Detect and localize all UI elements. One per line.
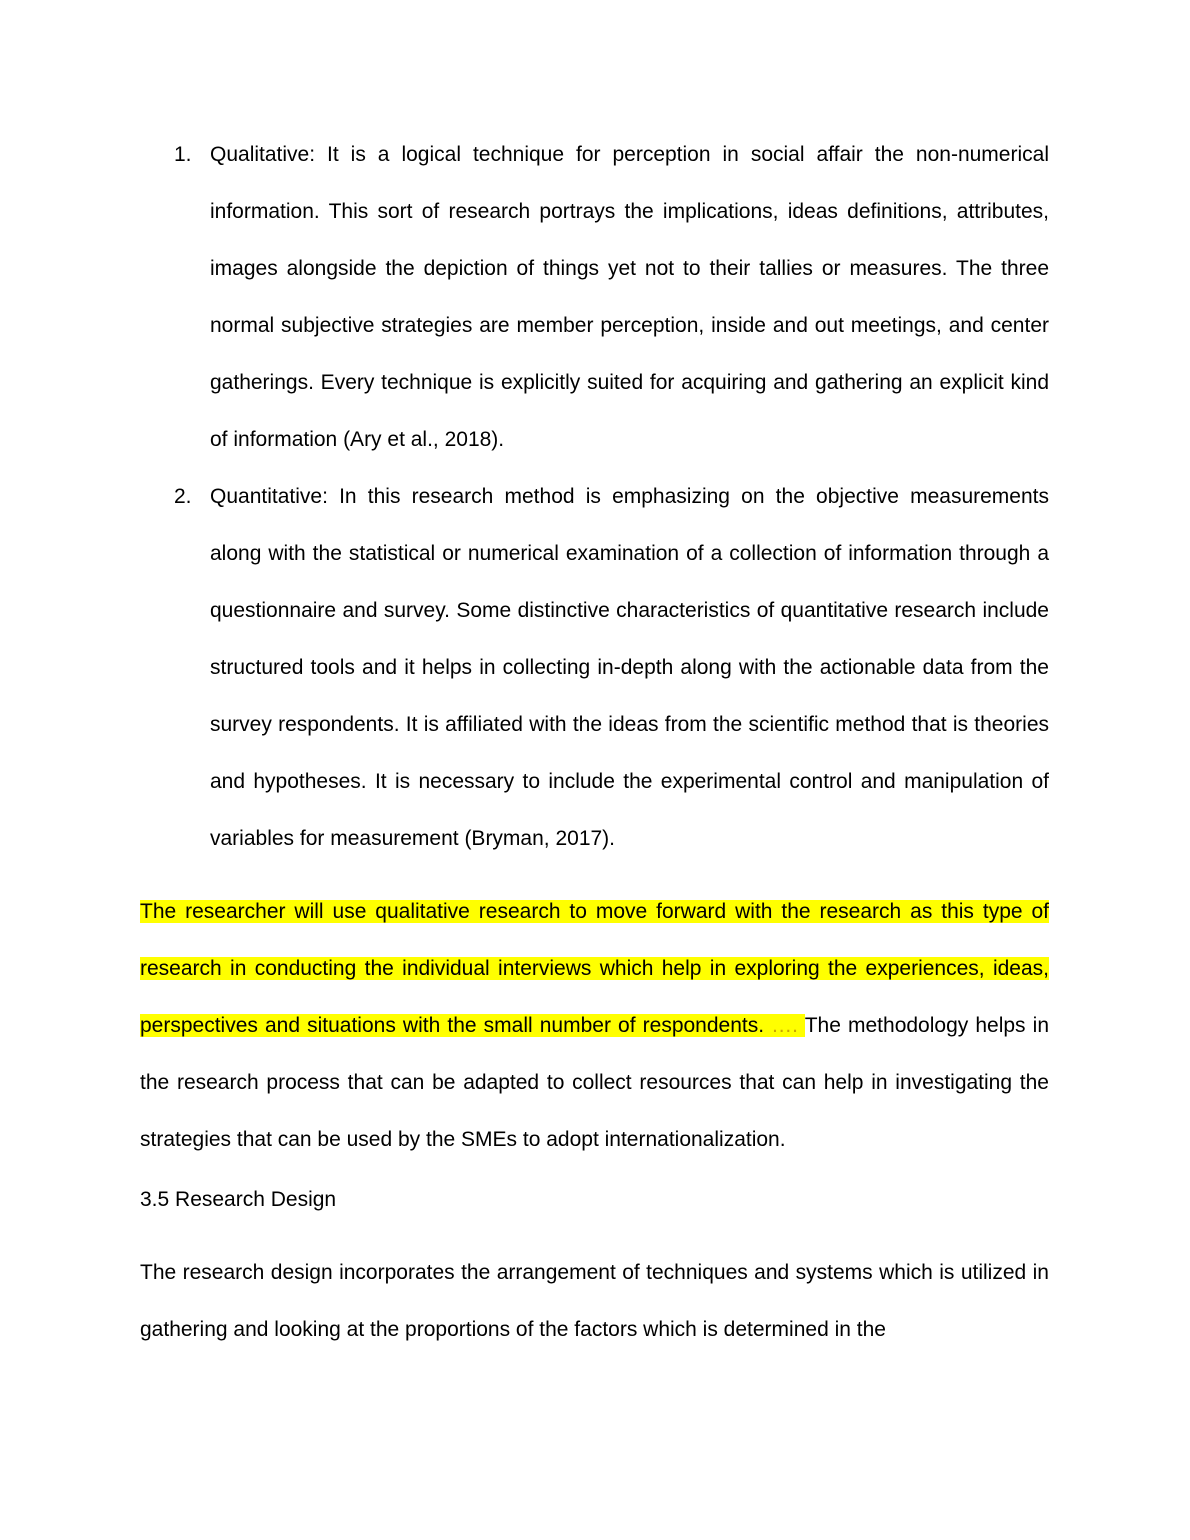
highlighted-text: The researcher will use qualitative research to move forward with the research as this type of research in conducting the individual interviews which help in exploring the experiences, ideas, perspectives and situations with the small number of respondents. [140, 900, 1049, 1037]
list-item-text: Qualitative: It is a logical technique for perception in social affair the non-numerical information. This sort of research portrays the implications, ideas definitions, attributes, images alongside the depiction of things yet not to their tallies or measures. The three normal subjective strategies are member perception, inside and out meetings, and center gatherings. Every technique is explicitly suited for acquiring and gathering an explicit kind of information (Ary et al., 2018). [210, 143, 1049, 451]
list-item-qualitative [140, 126, 1049, 468]
methodology-paragraph [140, 883, 1049, 1168]
list-number: 1. [174, 143, 192, 166]
list-item-text: Quantitative: In this research method is emphasizing on the objective measurements along with the statistical or numerical examination of a collection of information through a questionnaire and survey. Some distinctive characteristics of quantitative research include structured tools and it helps in collecting in-depth along with the actionable data from the survey respondents. It is affiliated with the ideas from the scientific method that is theories and hypotheses. It is necessary to include the experimental control and manipulation of variables for measurement (Bryman, 2017). [210, 485, 1049, 850]
section-heading: 3.5 Research Design [140, 1188, 337, 1211]
research-design-paragraph: The research design incorporates the arrangement of techniques and systems which is utilized in gathering and looking at the proportions of the factors which is determined in the [140, 1261, 1049, 1341]
research-methods-list [140, 126, 1049, 867]
document-body [140, 126, 1049, 1358]
list-number: 2. [174, 485, 192, 508]
highlighted-ellipsis: …. [771, 1014, 805, 1037]
paragraph-text: The methodology helps in the research process that can be adapted to collect resources that can help in investigating the strategies that can be used by the SMEs to adopt internationalization. [140, 1014, 1049, 1151]
list-item-quantitative [140, 468, 1049, 867]
